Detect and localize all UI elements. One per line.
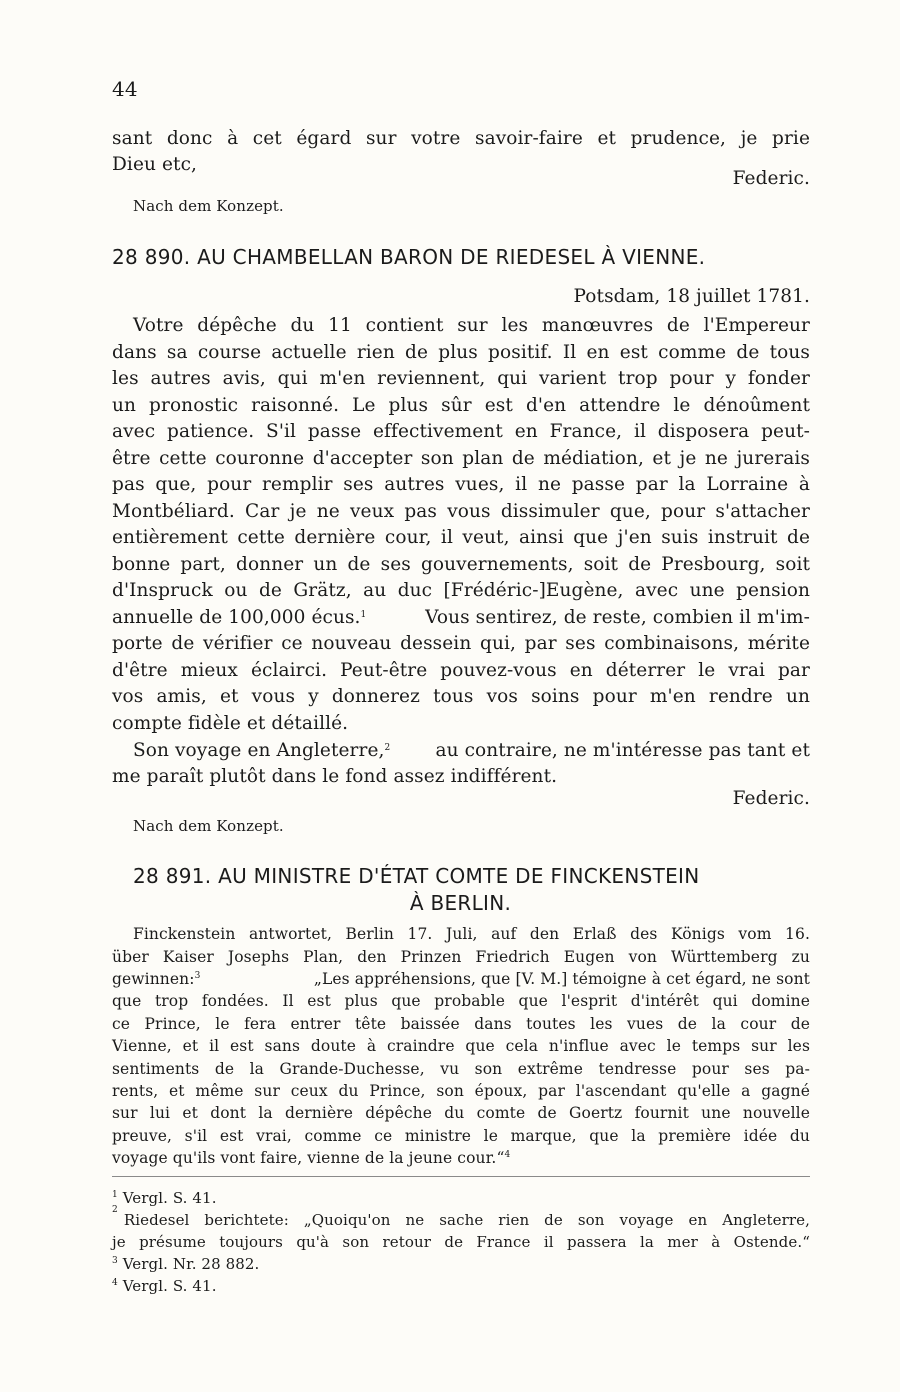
footnote-mark: 2 <box>112 1205 118 1215</box>
footnote-text: Vergl. Nr. 28 882. <box>122 1255 260 1273</box>
summary-line <box>112 968 810 990</box>
letter-heading-place: À BERLIN. <box>409 891 512 915</box>
text-line: Votre dépêche du 11 contient sur les manœuvres de l'Empereur <box>133 315 810 336</box>
footnote-text: Vergl. S. 41. <box>122 1277 217 1295</box>
dateline: Potsdam, 18 juillet 1781. <box>573 286 810 307</box>
text-line: dans sa course actuelle rien de plus positif. Il en est comme de tous <box>112 342 810 363</box>
source-note: Nach dem Konzept. <box>133 197 284 215</box>
text-segment: voyage qu'ils vont faire, vienne de la jeune cour.“ <box>112 1149 505 1167</box>
text-line: bonne part, donner un de ses gouvernements, soit de Presbourg, soit <box>112 554 810 575</box>
footnote-mark: 4 <box>112 1278 118 1288</box>
text-line: d'être mieux éclairci. Peut-être pouvez-vous en déterrer le vrai par <box>112 660 810 681</box>
summary-line: über Kaiser Josephs Plan, den Prinzen Friedrich Eugen von Württemberg zu <box>112 948 810 966</box>
footnote-mark: 1 <box>112 1190 118 1200</box>
text-line: les autres avis, qui m'en reviennent, qui varient trop pour y fonder <box>112 368 810 389</box>
page-number: 44 <box>112 77 138 101</box>
footnote-divider <box>112 1176 810 1177</box>
footnote-ref: 4 <box>504 1150 511 1160</box>
letter-heading: 28 890. AU CHAMBELLAN BARON DE RIEDESEL À VIENNE. <box>112 245 706 269</box>
summary-line: Finckenstein antwortet, Berlin 17. Juli, auf den Erlaß des Königs vom 16. <box>133 925 810 943</box>
signature: Federic. <box>732 168 810 189</box>
summary-line: sentiments de la Grande-Duchesse, vu son extrême tendresse pour ses pa- <box>112 1060 810 1078</box>
text-line: être cette couronne d'accepter son plan de médiation, et je ne jurerais <box>112 448 810 469</box>
text-line: porte de vérifier ce nouveau dessein qui, par ses combinaisons, mérite <box>112 633 810 654</box>
footnote-ref: 1 <box>360 610 367 620</box>
text-segment: au contraire, ne m'intéresse pas tant et <box>435 740 810 761</box>
text-segment: Son voyage en Angleterre,$^2$ <box>133 740 391 761</box>
text-line <box>133 738 810 764</box>
summary-line: rents, et même sur ceux du Prince, son époux, par l'ascendant qu'elle a gagné <box>112 1082 810 1100</box>
source-note: Nach dem Konzept. <box>133 817 284 835</box>
text-line: d'Inspruck ou de Grätz, au duc [Frédéric-]Eugène, avec une pension <box>112 580 810 601</box>
text-line <box>112 605 810 631</box>
text-line: me paraît plutôt dans le fond assez indifférent. <box>112 766 558 787</box>
text-line: un pronostic raisonné. Le plus sûr est d'en attendre le dénoûment <box>112 395 810 416</box>
footnote <box>112 1188 810 1208</box>
footnote-ref: 2 <box>384 743 391 753</box>
footnote-mark: 3 <box>112 1256 118 1266</box>
text-line: Dieu etc, <box>112 154 198 175</box>
text-segment: „Les appréhensions, que [V. M.] témoigne à cet égard, ne sont <box>313 970 810 988</box>
footnote-continuation: je présume toujours qu'à son retour de France il passera la mer à Ostende.“ <box>112 1233 810 1251</box>
footnote <box>112 1276 810 1296</box>
summary-line: ce Prince, le fera entrer tête baissée dans toutes les vues de la cour de <box>112 1015 810 1033</box>
text-line: compte fidèle et détaillé. <box>112 713 349 734</box>
summary-line: preuve, s'il est vrai, comme ce ministre le marque, que la première idée du <box>112 1127 810 1145</box>
signature: Federic. <box>732 788 810 809</box>
summary-line: que trop fondées. Il est plus que probable que l'esprit d'intérêt qui domine <box>112 992 810 1010</box>
text-line: vos amis, et vous y donnerez tous vos soins pour m'en rendre un <box>112 686 810 707</box>
text-line: Montbéliard. Car je ne veux pas vous dissimuler que, pour s'attacher <box>112 501 810 522</box>
text-segment: gewinnen:$^3$ <box>112 970 201 988</box>
summary-line: sur lui et dont la dernière dépêche du comte de Goertz fournit une nouvelle <box>112 1104 810 1122</box>
text-line: pas que, pour remplir ses autres vues, il ne passe par la Lorraine à <box>112 474 810 495</box>
summary-line <box>112 1147 810 1169</box>
text-segment: Vous sentirez, de reste, combien il m'im- <box>425 607 810 628</box>
text-segment: annuelle de 100,000 écus.$^1$ <box>112 607 367 628</box>
footnote <box>112 1254 810 1274</box>
text-line: avec patience. S'il passe effectivement en France, il disposera peut- <box>112 421 810 442</box>
letter-heading: 28 891. AU MINISTRE D'ÉTAT COMTE DE FINCKENSTEIN <box>133 864 700 888</box>
text-line: entièrement cette dernière cour, il veut, ainsi que j'en suis instruit de <box>112 527 810 548</box>
footnote-text: Riedesel berichtete: „Quoiqu'on ne sache rien de son voyage en Angleterre, <box>123 1211 810 1229</box>
footnote <box>112 1205 810 1230</box>
text-line: sant donc à cet égard sur votre savoir-faire et prudence, je prie <box>112 128 810 149</box>
summary-line: Vienne, et il est sans doute à craindre que cela n'influe avec le temps sur les <box>112 1037 810 1055</box>
footnote-ref: 3 <box>194 971 201 981</box>
footnote-text: Vergl. S. 41. <box>122 1189 217 1207</box>
